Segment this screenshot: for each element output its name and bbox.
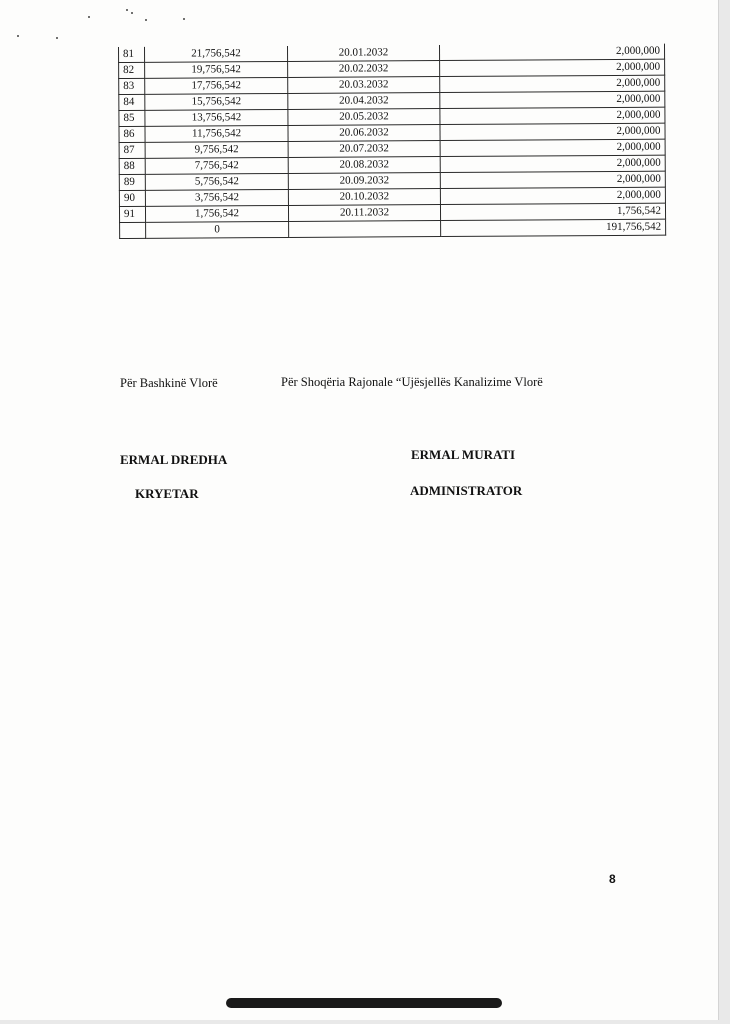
payment-date-cell: 20.01.2032 bbox=[287, 45, 439, 61]
remaining-balance-cell: 13,756,542 bbox=[145, 109, 288, 126]
payment-date-cell: 20.08.2032 bbox=[288, 157, 440, 174]
scan-speck bbox=[17, 35, 19, 37]
payment-date-cell: 20.11.2032 bbox=[288, 205, 440, 222]
installment-number-cell: 84 bbox=[119, 94, 145, 110]
payment-date-cell: 20.10.2032 bbox=[288, 189, 440, 206]
payment-date-cell: 20.06.2032 bbox=[288, 125, 440, 142]
installment-number-cell: 81 bbox=[118, 47, 144, 63]
signatory-left-party: Për Bashkinë Vlorë bbox=[120, 376, 218, 390]
signatory-right-name: ERMAL MURATI bbox=[411, 447, 516, 462]
signatory-right-title: ADMINISTRATOR bbox=[410, 483, 523, 498]
remaining-balance-cell: 5,756,542 bbox=[145, 173, 288, 190]
payment-amount-cell: 2,000,000 bbox=[439, 44, 664, 61]
remaining-balance-cell: 1,756,542 bbox=[145, 205, 288, 222]
payment-amount-cell: 2,000,000 bbox=[440, 91, 665, 108]
remaining-balance-cell: 19,756,542 bbox=[145, 61, 288, 78]
installment-number-cell: 91 bbox=[119, 206, 145, 222]
signatory-left-name: ERMAL DREDHA bbox=[120, 452, 228, 467]
remaining-balance-cell: 9,756,542 bbox=[145, 141, 288, 158]
home-indicator-bar[interactable] bbox=[226, 998, 502, 1008]
remaining-balance-cell: 3,756,542 bbox=[145, 189, 288, 206]
installment-number-cell: 90 bbox=[119, 190, 145, 206]
remaining-balance-cell: 11,756,542 bbox=[145, 125, 288, 142]
installment-number-cell: 86 bbox=[119, 126, 145, 142]
installment-number-cell: 88 bbox=[119, 158, 145, 174]
remaining-balance-cell: 21,756,542 bbox=[144, 46, 287, 62]
payment-date-cell: 20.03.2032 bbox=[288, 77, 440, 94]
payment-date-cell: 20.07.2032 bbox=[288, 141, 440, 158]
payment-amount-cell: 2,000,000 bbox=[440, 187, 665, 204]
installment-number-cell: 85 bbox=[119, 110, 145, 126]
payment-date-cell: 20.09.2032 bbox=[288, 173, 440, 190]
payment-amount-cell: 2,000,000 bbox=[440, 171, 665, 188]
page-number: 8 bbox=[609, 872, 616, 886]
scan-speck bbox=[88, 16, 90, 18]
payment-amount-cell: 2,000,000 bbox=[440, 155, 665, 172]
scan-speck bbox=[131, 12, 133, 14]
scan-speck bbox=[145, 19, 147, 21]
payment-date-cell: 20.02.2032 bbox=[288, 61, 440, 78]
repayment-schedule-table bbox=[118, 44, 666, 239]
payment-amount-cell: 2,000,000 bbox=[440, 75, 665, 92]
installment-number-cell: 89 bbox=[119, 174, 145, 190]
payment-amount-cell: 2,000,000 bbox=[440, 123, 665, 140]
installment-number-cell: 83 bbox=[119, 78, 145, 94]
payment-amount-cell: 2,000,000 bbox=[440, 139, 665, 156]
payment-date-cell bbox=[289, 221, 441, 238]
remaining-balance-cell: 7,756,542 bbox=[145, 157, 288, 174]
scan-speck bbox=[126, 9, 128, 11]
remaining-balance-cell: 17,756,542 bbox=[145, 77, 288, 94]
scan-speck bbox=[56, 37, 58, 39]
installment-number-cell: 87 bbox=[119, 142, 145, 158]
payment-amount-cell: 1,756,542 bbox=[440, 203, 665, 220]
installment-number-cell: 82 bbox=[119, 62, 145, 78]
signatory-left-title: KRYETAR bbox=[135, 486, 199, 501]
payment-amount-cell: 2,000,000 bbox=[440, 107, 665, 124]
payment-date-cell: 20.04.2032 bbox=[288, 93, 440, 110]
payment-amount-cell: 2,000,000 bbox=[440, 59, 665, 76]
remaining-balance-cell: 0 bbox=[146, 221, 289, 238]
signatory-right-party: Për Shoqëria Rajonale “Ujësjellës Kanalizime Vlorë bbox=[281, 375, 543, 389]
scan-speck bbox=[183, 18, 185, 20]
installment-number-cell bbox=[120, 222, 146, 238]
payment-date-cell: 20.05.2032 bbox=[288, 109, 440, 126]
payment-amount-cell: 191,756,542 bbox=[441, 219, 666, 236]
table-total-row bbox=[120, 219, 666, 238]
remaining-balance-cell: 15,756,542 bbox=[145, 93, 288, 110]
